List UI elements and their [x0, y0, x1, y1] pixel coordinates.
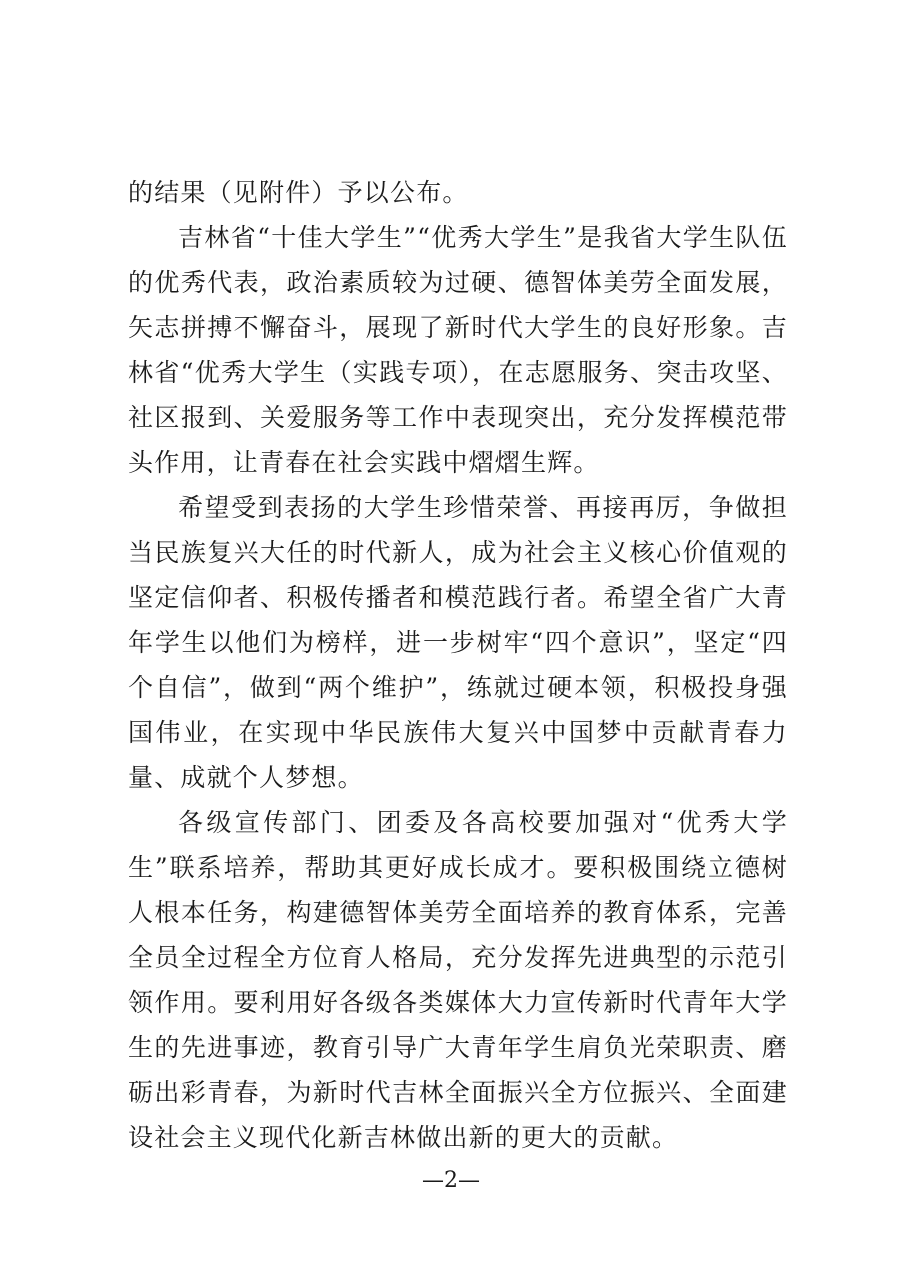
text-line: 振兴全方位振兴、全面建设社会主义现代化新吉林做出新的更 [128, 1078, 788, 1152]
text-line: 的结果（见附件）予以公布。 [128, 178, 469, 207]
text-line: 者、积极传播者和模范践行者。希望全省广大青年学生以他们 [128, 583, 788, 657]
text-line: 为榜样，进一步树牢“四个意识”，坚定“四个自信”，做到 [128, 628, 788, 702]
body-text [128, 170, 788, 1160]
text-line: 各级宣传部门、团委及各高校要加强对“优秀大学生”联 [128, 808, 788, 882]
text-line: 希望受到表扬的大学生珍惜荣誉、再接再厉，争做担当民 [128, 493, 788, 567]
paragraph-requirements [128, 800, 788, 1160]
text-line: 系培养，帮助其更好成长成才。要积极围绕立德树人根本任务， [128, 853, 789, 927]
paragraph-continuation [128, 170, 788, 215]
text-line: 大的贡献。 [547, 1123, 679, 1152]
text-line: 各类媒体大力宣传新时代青年大学生的先进事迹，教育引导广 [128, 988, 788, 1062]
paragraph-hope [128, 485, 788, 800]
text-line: 育人格局，充分发挥先进典型的示范引领作用。要利用好各级 [128, 943, 788, 1017]
text-line: 华民族伟大复兴中国梦中贡献青春力量、成就个人梦想。 [128, 718, 788, 792]
text-line: “两个维护”，练就过硬本领，积极投身强国伟业，在实现中 [128, 673, 788, 747]
text-line: 族复兴大任的时代新人，成为社会主义核心价值观的坚定信仰 [128, 538, 788, 612]
text-line: 吉林省“十佳大学生”“优秀大学生”是我省大学生队伍 [178, 223, 788, 252]
text-line: 秀大学生（实践专项），在志愿服务、突击攻坚、社区报到、 [128, 358, 788, 432]
text-line: 大青年学生肩负光荣职责、磨砺出彩青春，为新时代吉林全面 [128, 1033, 788, 1107]
text-line: 拼搏不懈奋斗，展现了新时代大学生的良好形象。吉林省“优 [128, 313, 788, 387]
text-line: 在社会实践中熠熠生辉。 [311, 448, 600, 477]
paragraph-award-description [128, 215, 788, 485]
text-line: 关爱服务等工作中表现突出，充分发挥模范带头作用，让青春 [128, 403, 788, 477]
page-number: —2— [422, 1168, 480, 1193]
text-line: 的优秀代表，政治素质较为过硬、德智体美劳全面发展，矢志 [128, 268, 788, 342]
text-line: 构建德智体美劳全面培养的教育体系，完善全员全过程全方位 [128, 898, 788, 972]
